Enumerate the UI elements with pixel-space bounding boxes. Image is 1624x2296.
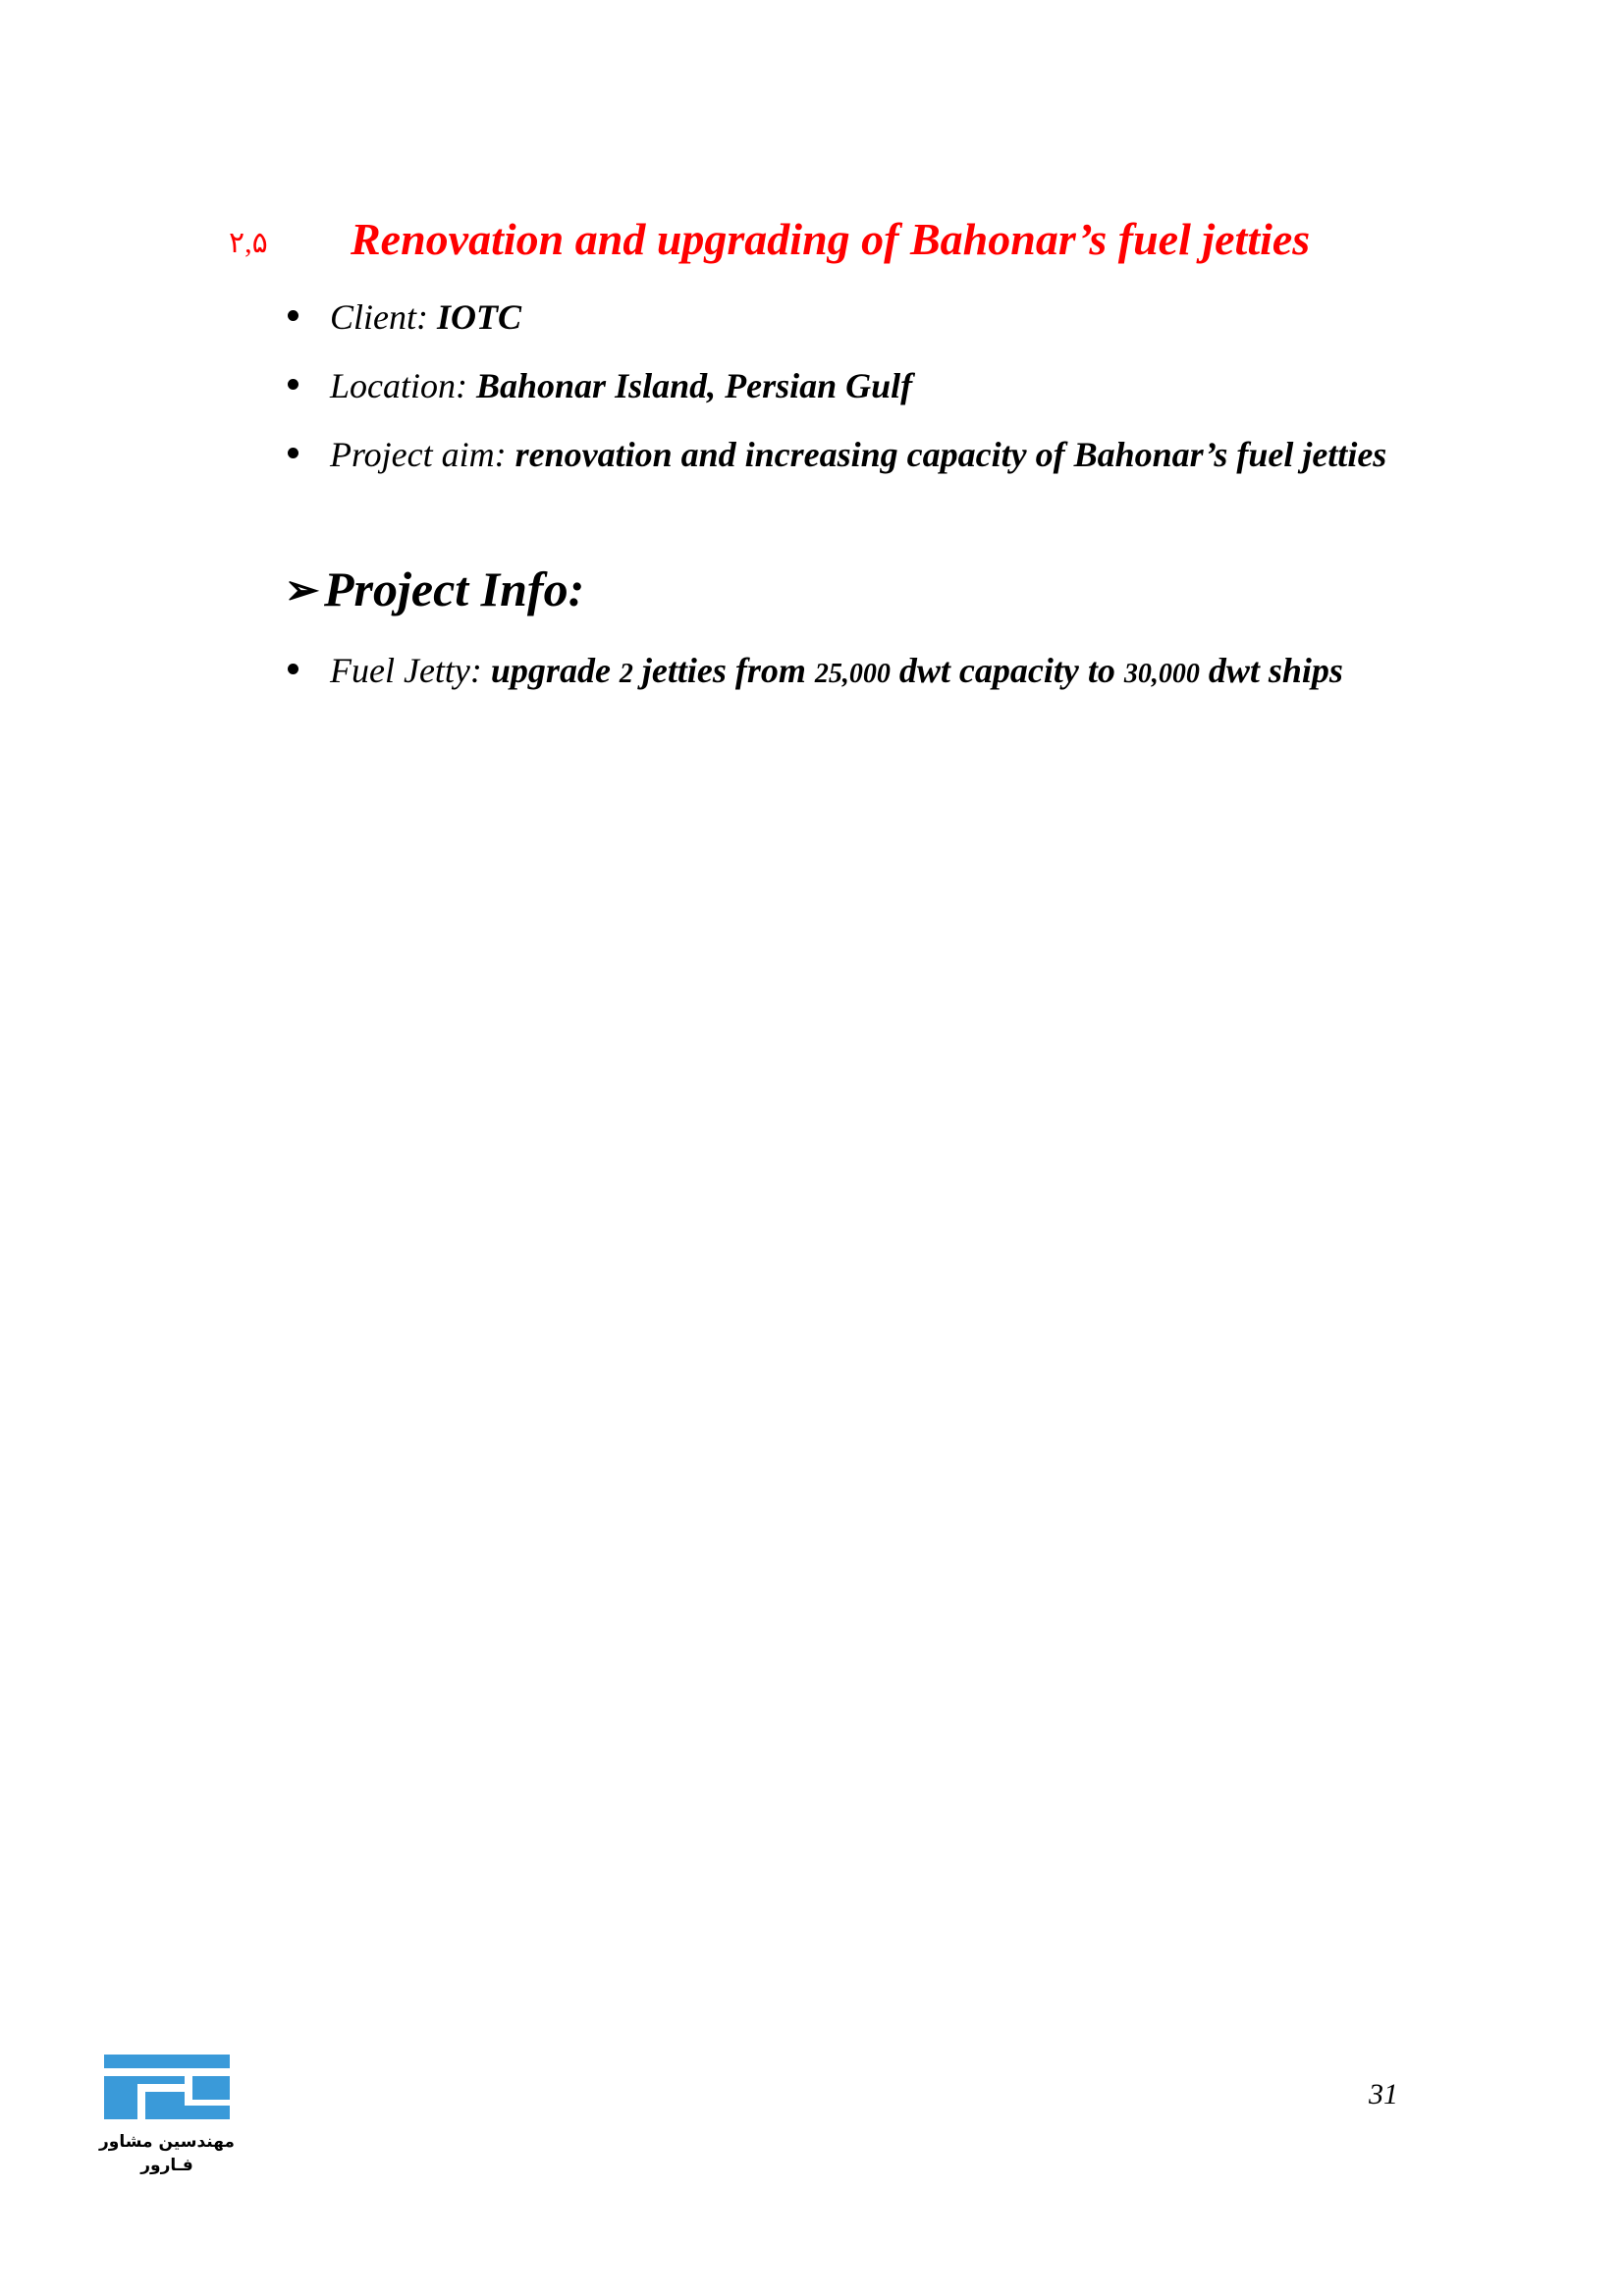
detail-value: Bahonar Island, Persian Gulf xyxy=(476,366,913,405)
info-number: 2 xyxy=(619,659,633,689)
info-text-part: jetties from xyxy=(632,651,815,690)
detail-aim xyxy=(285,420,1443,489)
info-text-part: dwt capacity to xyxy=(890,651,1124,690)
project-info-heading xyxy=(285,555,584,625)
project-info-title: Project Info: xyxy=(324,561,585,616)
logo-line-2: فـارور xyxy=(140,2156,193,2175)
logo-line-1: مهندسین مشاور xyxy=(99,2132,235,2152)
detail-label: Project aim: xyxy=(330,435,515,474)
logo-caption xyxy=(98,2130,236,2177)
logo-stripe-bottom xyxy=(192,2100,230,2106)
section-heading xyxy=(229,210,1436,269)
company-logo-icon xyxy=(104,2055,230,2119)
info-item-fuel-jetty xyxy=(285,636,1443,709)
logo-stripe-left xyxy=(137,2084,145,2119)
logo-stripe-top xyxy=(104,2068,230,2076)
page-number: 31 xyxy=(1369,2078,1398,2110)
bullet-icon xyxy=(288,379,298,390)
detail-location xyxy=(285,351,1443,420)
bullet-icon xyxy=(288,664,298,674)
project-details-list xyxy=(285,283,1443,489)
info-text-part: dwt ships xyxy=(1199,651,1343,690)
detail-client xyxy=(285,283,1443,351)
project-info-list xyxy=(285,636,1443,709)
info-text xyxy=(491,651,1343,690)
bullet-icon xyxy=(288,448,298,458)
detail-value: renovation and increasing capacity of Bahonar’s fuel jetties xyxy=(514,435,1387,474)
logo-stripe-mid xyxy=(143,2084,185,2092)
arrow-bullet-icon: ➢ xyxy=(285,568,320,614)
section-title: Renovation and upgrading of Bahonar’s fuel jetties xyxy=(351,214,1311,264)
info-number: 25,000 xyxy=(814,659,891,689)
detail-label: Client: xyxy=(330,297,437,337)
info-text-part: upgrade xyxy=(490,651,620,690)
detail-value: IOTC xyxy=(436,297,521,337)
info-number: 30,000 xyxy=(1123,659,1200,689)
section-number: ۲,۵ xyxy=(229,227,268,259)
bullet-icon xyxy=(288,310,298,321)
logo-stripe-right xyxy=(185,2076,192,2106)
info-label: Fuel Jetty: xyxy=(330,651,491,690)
detail-label: Location: xyxy=(330,366,476,405)
